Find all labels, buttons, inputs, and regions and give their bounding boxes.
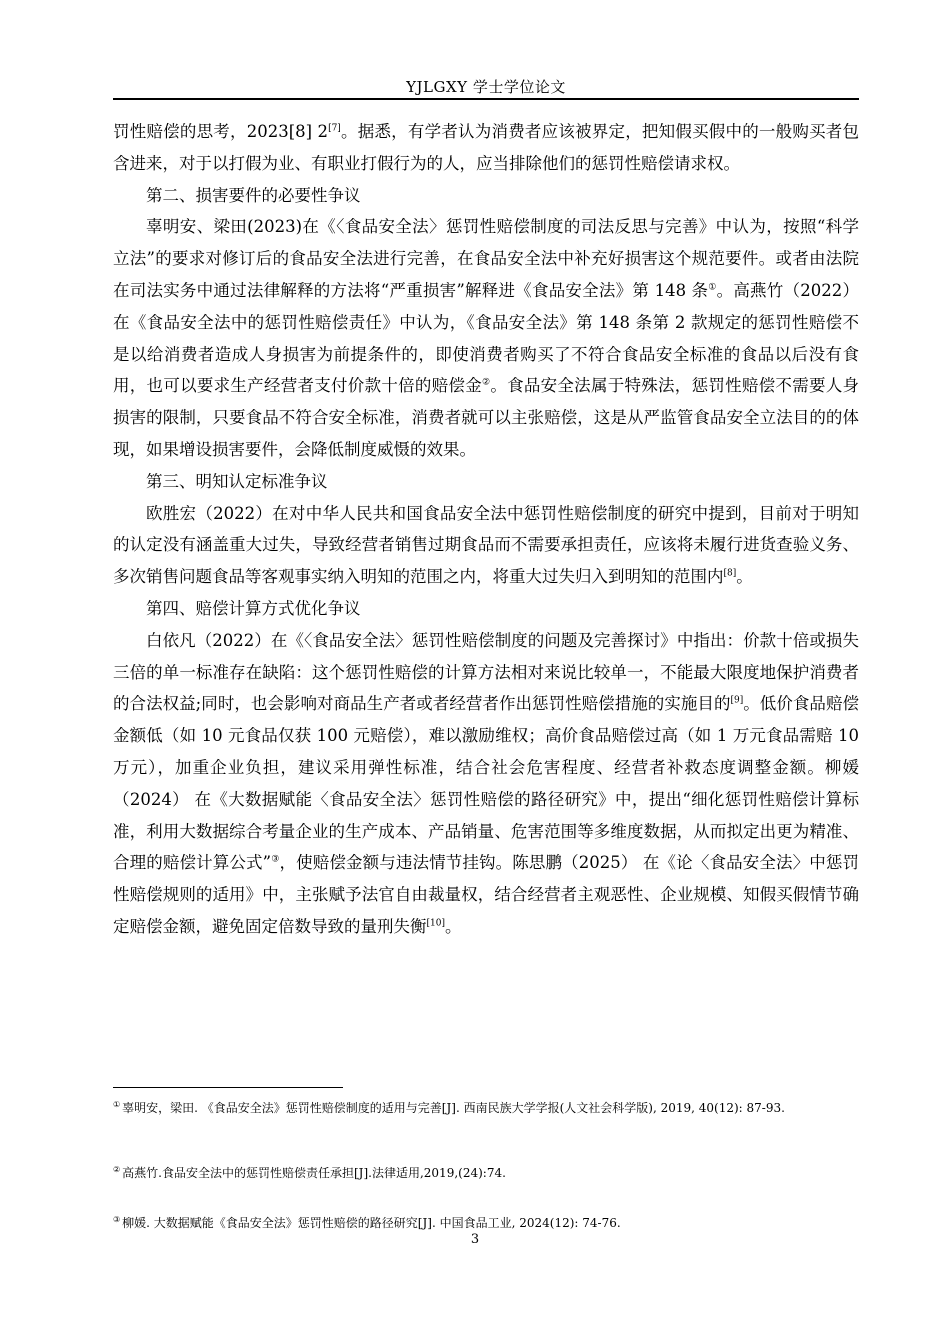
- citation-ref[interactable]: [8]: [723, 568, 737, 579]
- citation-ref[interactable]: [10]: [426, 918, 445, 929]
- footnote-ref[interactable]: ②: [481, 377, 491, 388]
- footnote-2: ② 高燕竹.食品安全法中的惩罚性赔偿责任承担[J].法律适用,2019,(24):74.: [113, 1165, 506, 1180]
- page-number: 3: [470, 1232, 480, 1247]
- paragraph-knowledge-standard: 欧胜宏（2022）在对中华人民共和国食品安全法中惩罚性赔偿制度的研究中提到，目前对于明知的认定没有涵盖重大过失，导致经营者销售过期食品而不需要承担责任，应该将未履行进货查验义务、多次销售问题食品等客观事实纳入明知的范围之内，将重大过失归入到明知的范围内[8]。: [113, 503, 859, 587]
- footnote-ref[interactable]: ①: [708, 282, 717, 293]
- paragraph-consumer-definition: 罚性赔偿的思考，2023[8] 2[7]。据悉，有学者认为消费者应该被界定，把知假买假中的一般购买者包含进来，对于以打假为业、有职业打假行为的人，应当排除他们的惩罚性赔偿请求权。: [113, 122, 860, 173]
- page-header: YJLGXY 学士学位论文: [406, 78, 566, 96]
- footnote-3: ③ 柳媛. 大数据赋能《食品安全法》惩罚性赔偿的路径研究[J]. 中国食品工业, 2024(12): 74-76.: [113, 1215, 621, 1230]
- footnote-separator: [113, 1087, 343, 1088]
- header-rule: [113, 98, 859, 100]
- footnote-1: ① 辜明安，梁田. 《食品安全法》惩罚性赔偿制度的适用与完善[J]. 西南民族大学学报(人文社会科学版), 2019, 40(12): 87-93.: [113, 1100, 785, 1115]
- section-heading-damage: 第二、损害要件的必要性争议: [146, 185, 361, 205]
- citation-ref[interactable]: [7]: [328, 123, 341, 134]
- footnote-ref[interactable]: ③: [271, 854, 280, 865]
- paragraph-calculation-method: 白依凡（2022）在《〈食品安全法〉惩罚性赔偿制度的问题及完善探讨》中指出：价款十倍或损失三倍的单一标准存在缺陷：这个惩罚性赔偿的计算方法相对来说比较单一，不能最大限度地保护消费者的合法权益;同时，也会影响对商品生产者或者经营者作出惩罚性赔偿措施的实施目的[9]。低价食品赔偿金额低（如 10 元食品仅获 100 元赔偿），难以激励维权；高价食品赔偿过高（如 1 万元食品需赔 10 万元），加重企业负担，建议采用弹性标准，结合社会危害程度、经营者补救态度调整金额。柳媛（2024） 在《大数据赋能〈食品安全法〉惩罚性赔偿的路径研究》中，提出“细化惩罚性赔偿计算标准，利用大数据综合考量企业的生产成本、产品销量、危害范围等多维度数据，从而拟定出更为精准、合理的赔偿计算公式”③，使赔偿金额与违法情节挂钩。陈思鹏（2025） 在《论〈食品安全法〉中惩罚性赔偿规则的适用》中，主张赋予法官自由裁量权，结合经营者主观恶性、企业规模、知假买假情节确定赔偿金额，避免固定倍数导致的量刑失衡[10]。: [113, 630, 859, 936]
- section-heading-knowledge: 第三、明知认定标准争议: [146, 471, 328, 491]
- citation-ref[interactable]: [9]: [730, 695, 744, 706]
- paragraph-damage-requirement: 辜明安、梁田(2023)在《〈食品安全法〉惩罚性赔偿制度的司法反思与完善》中认为，按照“科学立法”的要求对修订后的食品安全法进行完善，在食品安全法中补充好损害这个规范要件。或者由法院在司法实务中通过法律解释的方法将“严重损害”解释进《食品安全法》第 148 条①。高燕竹（2022）在《食品安全法中的惩罚性赔偿责任》中认为，《食品安全法》第 148 条第 2 款规定的惩罚性赔偿不是以给消费者造成人身损害为前提条件的，即使消费者购买了不符合食品安全标准的食品以后没有食用，也可以要求生产经营者支付价款十倍的赔偿金②。食品安全法属于特殊法，惩罚性赔偿不需要人身损害的限制，只要食品不符合安全标准，消费者就可以主张赔偿，这是从严监管食品安全立法目的的体现，如果增设损害要件，会降低制度威慑的效果。: [113, 217, 860, 459]
- body-text: [113, 116, 859, 943]
- section-heading-calculation: 第四、赔偿计算方式优化争议: [146, 598, 361, 618]
